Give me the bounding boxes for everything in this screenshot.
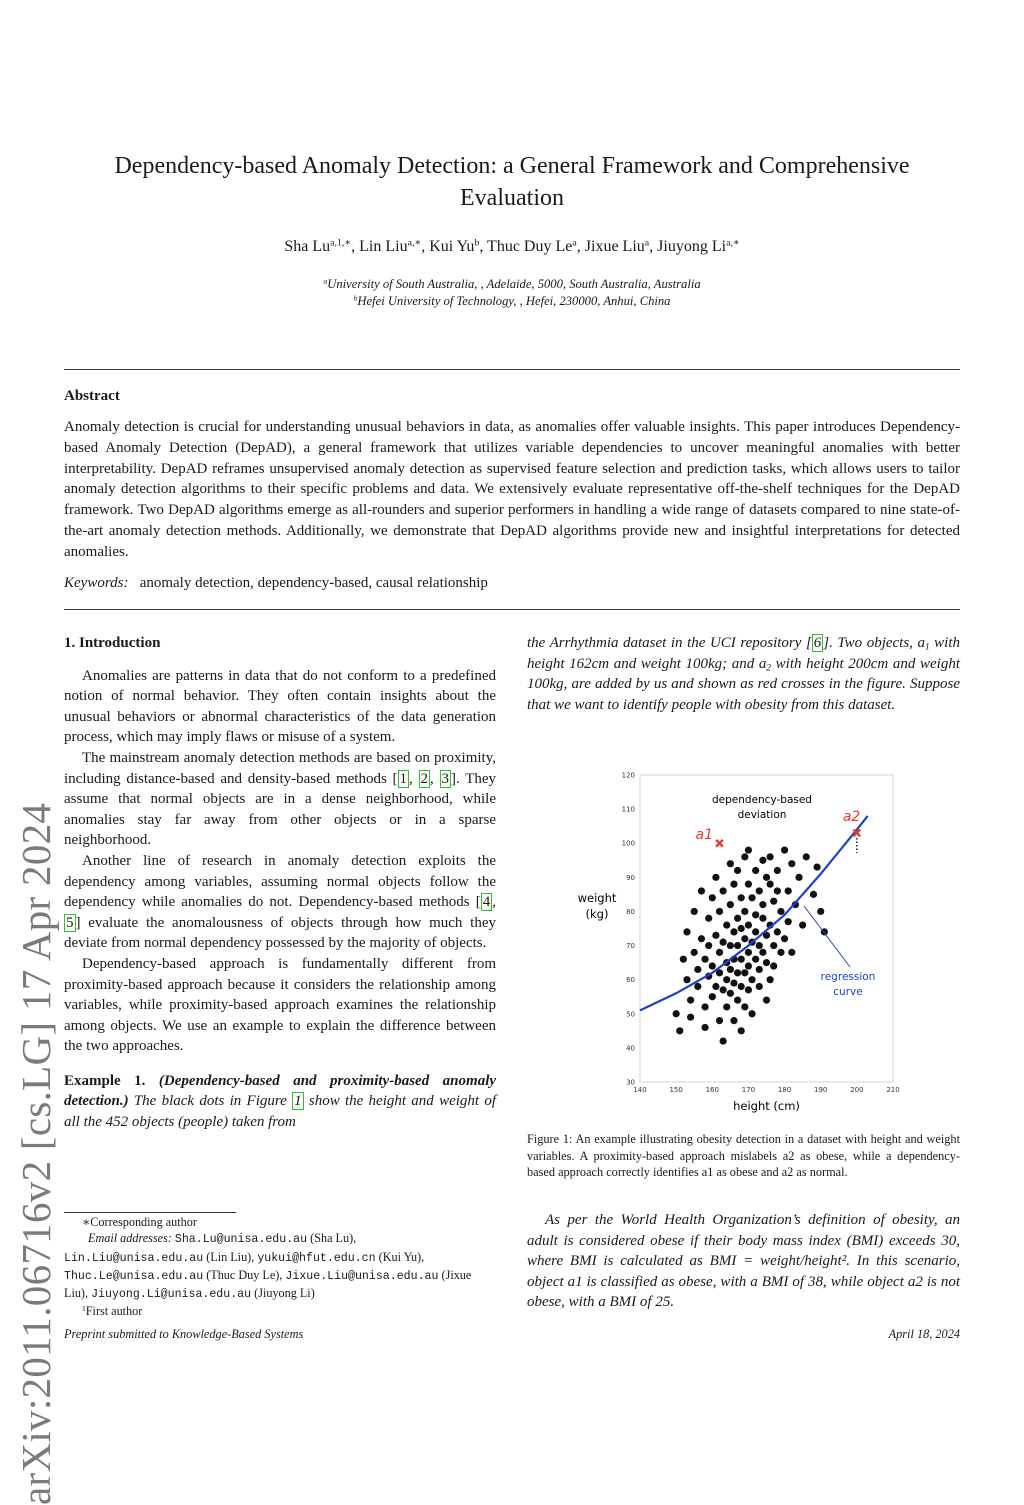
y-tick-label: 60	[626, 976, 635, 985]
data-point	[720, 939, 727, 946]
author-affiliation-mark: a	[572, 237, 577, 249]
data-point	[701, 1024, 708, 1031]
data-point	[727, 990, 734, 997]
data-point	[741, 853, 748, 860]
data-point	[741, 1003, 748, 1010]
data-point	[817, 908, 824, 915]
footnote-emails: Email addresses: Sha.Lu@unisa.edu.au (Sha Lu), Lin.Liu@unisa.edu.au (Lin Liu), yukui@hfut.edu.cn (Kui Yu), Thuc.Le@unisa.edu.au (Thuc Duy Le), Jixue.Liu@unisa.edu.au (Jixue Liu), Jiuyong.Li@unisa.edu.au (Jiuyong Li)	[64, 1231, 472, 1302]
data-point	[767, 976, 774, 983]
y-tick-label: 80	[626, 907, 635, 916]
y-axis-label: (kg)	[585, 907, 609, 921]
data-point	[701, 956, 708, 963]
data-point	[687, 997, 694, 1004]
data-point	[734, 997, 741, 1004]
author-name: Sha Lu	[284, 238, 331, 255]
data-point	[720, 986, 727, 993]
data-point	[676, 1027, 683, 1034]
citation-link[interactable]: 2	[420, 770, 429, 787]
data-point	[712, 983, 719, 990]
anomaly-label: a1	[695, 827, 714, 844]
intro-paragraph-4: Dependency-based approach is fundamentally different from proximity-based approach because it considers the relationship among variables, while proximity-based approach examines the relationship among objects. We use an example to explain the difference between the two approaches.	[64, 955, 496, 1055]
arxiv-stamp: arXiv:2011.06716v2 [cs.LG] 17 Apr 2024	[13, 802, 59, 1505]
author-affiliation-mark: a	[644, 237, 650, 249]
author-name: Jixue Liu	[584, 238, 645, 255]
annotation-deviation: dependency-based	[712, 794, 812, 806]
data-point	[756, 942, 763, 949]
citation-link[interactable]: 3	[441, 770, 449, 787]
affiliation-a: $^a$University of South Australia, , Adelaide, 5000, South Australia, Australia	[323, 276, 701, 291]
data-point	[738, 894, 745, 901]
data-point	[730, 881, 737, 888]
y-tick-label: 40	[626, 1044, 635, 1053]
example-1: Example 1. (Dependency-based and proximity-based anomaly detection.) The black dots in Figure 1 show the height and weight of all the 452 objects (people) taken from	[64, 1072, 497, 1131]
x-axis-label: height (cm)	[733, 1099, 800, 1113]
author-affiliation-mark: a,∗	[726, 237, 740, 249]
data-point	[788, 860, 795, 867]
data-point	[705, 942, 712, 949]
data-point	[756, 966, 763, 973]
data-point	[756, 983, 763, 990]
data-point	[752, 911, 759, 918]
footnotes	[64, 1214, 496, 1320]
data-point	[716, 949, 723, 956]
data-point	[691, 949, 698, 956]
data-point	[748, 894, 755, 901]
x-tick-label: 210	[886, 1086, 900, 1094]
data-point	[767, 881, 774, 888]
data-point	[763, 997, 770, 1004]
bmi-paragraph: As per the World Health Organization’s definition of obesity, an adult is considered obese if their body mass index (BMI) exceeds 30, where BMI is calculated as BMI = weight/height². In this scenario, object a1 is classified as obese, with a BMI of 38, while object a2 is not obese, with a BMI of 25.	[527, 1212, 960, 1311]
citation-link[interactable]: 6	[813, 635, 822, 651]
data-point	[683, 928, 690, 935]
data-point	[734, 969, 741, 976]
x-tick-label: 140	[633, 1086, 647, 1094]
data-point	[716, 908, 723, 915]
footnote-first-author: $^1$First author	[82, 1304, 143, 1319]
keywords-label: Keywords:	[64, 575, 129, 591]
data-point	[745, 846, 752, 853]
data-point	[741, 969, 748, 976]
email-link[interactable]: Jixue.Liu@unisa.edu.au	[285, 1269, 439, 1283]
data-point	[709, 894, 716, 901]
author-affiliation-mark: a,1,∗	[330, 237, 352, 249]
data-point	[734, 942, 741, 949]
data-point	[694, 966, 701, 973]
keywords-text: anomaly detection, dependency-based, causal relationship	[139, 575, 488, 591]
data-point	[727, 860, 734, 867]
footnote-corresponding: ∗Corresponding author	[82, 1215, 197, 1229]
data-point	[691, 908, 698, 915]
data-point	[687, 1014, 694, 1021]
data-point	[748, 1010, 755, 1017]
data-point	[745, 921, 752, 928]
data-point	[770, 942, 777, 949]
annotation-deviation: deviation	[737, 809, 787, 821]
annotation-regression: curve	[833, 986, 863, 998]
data-point	[734, 915, 741, 922]
data-point	[727, 966, 734, 973]
paper-title	[64, 150, 960, 214]
author-affiliation-mark: b	[474, 237, 480, 249]
email-owner: (Jiuyong Li)	[251, 1286, 315, 1301]
data-point	[727, 942, 734, 949]
citation-link[interactable]: 1	[399, 770, 408, 787]
data-point	[683, 976, 690, 983]
y-tick-label: 90	[626, 873, 635, 882]
data-point	[781, 846, 788, 853]
citation-link[interactable]: 5	[66, 914, 74, 931]
data-point	[752, 867, 759, 874]
data-point	[774, 867, 781, 874]
email-owner: (Thuc Duy Le),	[203, 1267, 286, 1282]
citation-link[interactable]: 4	[482, 894, 491, 911]
figure-link[interactable]: 1	[294, 1093, 302, 1110]
keywords	[64, 575, 488, 592]
anomaly-label: a2	[842, 808, 861, 825]
data-point	[720, 887, 727, 894]
data-point	[723, 921, 730, 928]
y-axis-label: weight	[577, 891, 617, 905]
data-point	[781, 935, 788, 942]
footnote-rule	[64, 1212, 236, 1213]
email-owner: (Kui Yu),	[375, 1249, 425, 1264]
data-point	[694, 983, 701, 990]
data-point	[763, 874, 770, 881]
data-point	[752, 956, 759, 963]
data-point	[730, 979, 737, 986]
author-list: Sha $Lu^{a,1,∗}$, Lin Liu$^{a,∗}$, Kui Yu$^b$, Thuc Duy Le$^a$, Jixue Liu$^a$, Jiuyong $Li^{a,∗}$	[284, 237, 740, 255]
email-link[interactable]: Thuc.Le@unisa.edu.au	[64, 1269, 204, 1283]
y-tick-label: 110	[621, 805, 635, 814]
x-tick-label: 190	[814, 1086, 828, 1094]
data-point	[741, 908, 748, 915]
data-point	[745, 949, 752, 956]
data-point	[745, 962, 752, 969]
email-link[interactable]: yukui@hfut.edu.cn	[257, 1251, 376, 1265]
data-point	[774, 928, 781, 935]
y-tick-label: 120	[621, 771, 635, 780]
data-point	[730, 928, 737, 935]
annotation-arrow	[804, 906, 850, 967]
data-point	[759, 857, 766, 864]
data-point	[723, 1003, 730, 1010]
data-point	[785, 918, 792, 925]
data-point	[705, 915, 712, 922]
author-affiliation-mark: a,∗	[407, 237, 422, 249]
email-owner: (Sha Lu),	[307, 1231, 357, 1246]
data-point	[763, 959, 770, 966]
figure-1-scatter-plot	[560, 760, 930, 1120]
data-point	[730, 1017, 737, 1024]
section-heading-introduction: 1. Introduction	[64, 635, 161, 651]
data-point	[738, 1027, 745, 1034]
email-link[interactable]: Lin.Liu@unisa.edu.au	[64, 1251, 204, 1265]
data-point	[727, 901, 734, 908]
affiliation-b: $^b$Hefei University of Technology, , Hefei, 230000, Anhui, China	[353, 293, 671, 308]
example-label: Example 1.	[64, 1072, 146, 1089]
data-point	[774, 887, 781, 894]
data-point	[777, 908, 784, 915]
data-point	[759, 915, 766, 922]
data-point	[709, 962, 716, 969]
data-point	[788, 949, 795, 956]
data-point	[716, 1017, 723, 1024]
data-point	[738, 925, 745, 932]
affiliations	[64, 276, 960, 310]
x-tick-label: 180	[777, 1086, 792, 1094]
data-point	[767, 853, 774, 860]
data-point	[720, 1037, 727, 1044]
data-point	[770, 962, 777, 969]
x-tick-label: 150	[669, 1086, 683, 1094]
data-point	[770, 898, 777, 905]
data-point	[814, 864, 821, 871]
y-tick-label: 100	[621, 839, 635, 848]
author-name: Thuc Duy Le	[487, 238, 573, 255]
header-rule	[64, 369, 960, 370]
email-owner: (Jixue Liu),	[64, 1267, 472, 1301]
data-point	[810, 891, 817, 898]
title-line-1: Dependency-based Anomaly Detection: a General Framework and Comprehensive	[114, 153, 910, 179]
annotation-regression: regression	[820, 971, 876, 983]
author-name: Jiuyong Li	[657, 238, 727, 255]
data-point	[712, 874, 719, 881]
email-link[interactable]: Sha.Lu@unisa.edu.au	[174, 1233, 308, 1247]
abstract-heading: Abstract	[64, 388, 120, 404]
data-point	[803, 853, 810, 860]
x-tick-label: 200	[850, 1086, 864, 1094]
data-point	[734, 867, 741, 874]
data-point	[698, 935, 705, 942]
data-point	[738, 983, 745, 990]
data-point	[752, 928, 759, 935]
data-point	[673, 1010, 680, 1017]
y-tick-label: 50	[626, 1010, 635, 1019]
data-point	[738, 956, 745, 963]
data-point	[741, 935, 748, 942]
data-point	[680, 956, 687, 963]
footer-journal: Preprint submitted to Knowledge-Based Systems	[64, 1327, 304, 1341]
data-point	[795, 874, 802, 881]
x-tick-label: 170	[741, 1086, 756, 1094]
data-point	[785, 887, 792, 894]
y-tick-label: 70	[626, 942, 635, 951]
data-point	[756, 887, 763, 894]
example-continuation: the Arrhythmia dataset in the UCI repository [ 6 ]. Two objects, $a_1$ with height 162cm and weight 100kg; and $a_2$ with height 200cm and weight 100kg, are added by us and shown as red crosses in the figure. Suppose that we want to identify people with obesity from this dataset.	[527, 635, 961, 713]
intro-paragraph-2: The mainstream anomaly detection methods are based on proximity, including distance-based and density-based methods [ 1 , 2 , 3 ]. They assume that normal objects are in a dense neighborhood, while anomalies stay far away from other objects or in a sparse neighborhood.	[64, 749, 497, 849]
data-point	[712, 932, 719, 939]
data-point	[745, 986, 752, 993]
left-column	[64, 633, 496, 1133]
author-name: Lin Liu	[359, 238, 408, 255]
example-title: (Dependency-based and proximity-based anomaly detection.)	[64, 1072, 497, 1110]
author-name: Kui Yu	[429, 238, 475, 255]
x-tick-label: 160	[705, 1086, 719, 1094]
data-point	[701, 1003, 708, 1010]
y-tick-label: 30	[626, 1078, 635, 1087]
right-column	[527, 633, 960, 715]
data-point	[709, 993, 716, 1000]
data-point	[698, 887, 705, 894]
intro-paragraph-1: Anomalies are patterns in data that do not conform to a predefined notion of normal behavior. They often contain insights about the unusual behaviors or abnormal characteristics of the data generation process, which may imply flaws or misuse of a system.	[64, 667, 496, 746]
figure-caption: Figure 1: An example illustrating obesity detection in a dataset with height and weight variables. A proximity-based approach mislabels a2 as obese, while a dependency-based approach correctly identifies a1 as obese and a2 as normal.	[527, 1132, 960, 1180]
anomaly-marker	[716, 840, 723, 847]
abstract-text: Anomaly detection is crucial for understanding unusual behaviors in data, as anomalies offer valuable insights. This paper introduces Dependency-based Anomaly Detection (DepAD), a general framework that utilizes variable dependencies to uncover meaningful anomalies with better interpretability. DepAD reframes unsupervised anomaly detection as supervised feature selection and prediction tasks, which allows users to tailor anomaly detection algorithms to their specific problems and data. We extensively evaluate representative off-the-shelf techniques for the DepAD framework. Two DepAD algorithms emerge as all-rounders and superior performers in handling a wide range of datasets compared to nine state-of-the-art anomaly detection methods. Additionally, we demonstrate that DepAD algorithms provide new and insightful interpretations for detected anomalies.	[64, 419, 960, 560]
email-link[interactable]: Jiuyong.Li@unisa.edu.au	[91, 1288, 252, 1302]
data-point	[723, 976, 730, 983]
intro-paragraph-3: Another line of research in anomaly detection exploits the dependency among variables, assuming normal objects follow the dependency while anomalies do not. Dependency-based methods [ 4 , 5 ] evaluate the anomalousness of objects through how much they deviate from normal dependency possessed by the majority of objects.	[64, 852, 496, 952]
title-line-2: Evaluation	[460, 185, 564, 211]
data-point	[748, 976, 755, 983]
abstract-rule	[64, 609, 960, 610]
data-point	[759, 901, 766, 908]
data-point	[759, 949, 766, 956]
data-point	[777, 949, 784, 956]
email-owner: (Lin Liu),	[203, 1249, 258, 1264]
data-point	[745, 881, 752, 888]
footer-date: April 18, 2024	[888, 1327, 960, 1341]
data-point	[799, 921, 806, 928]
